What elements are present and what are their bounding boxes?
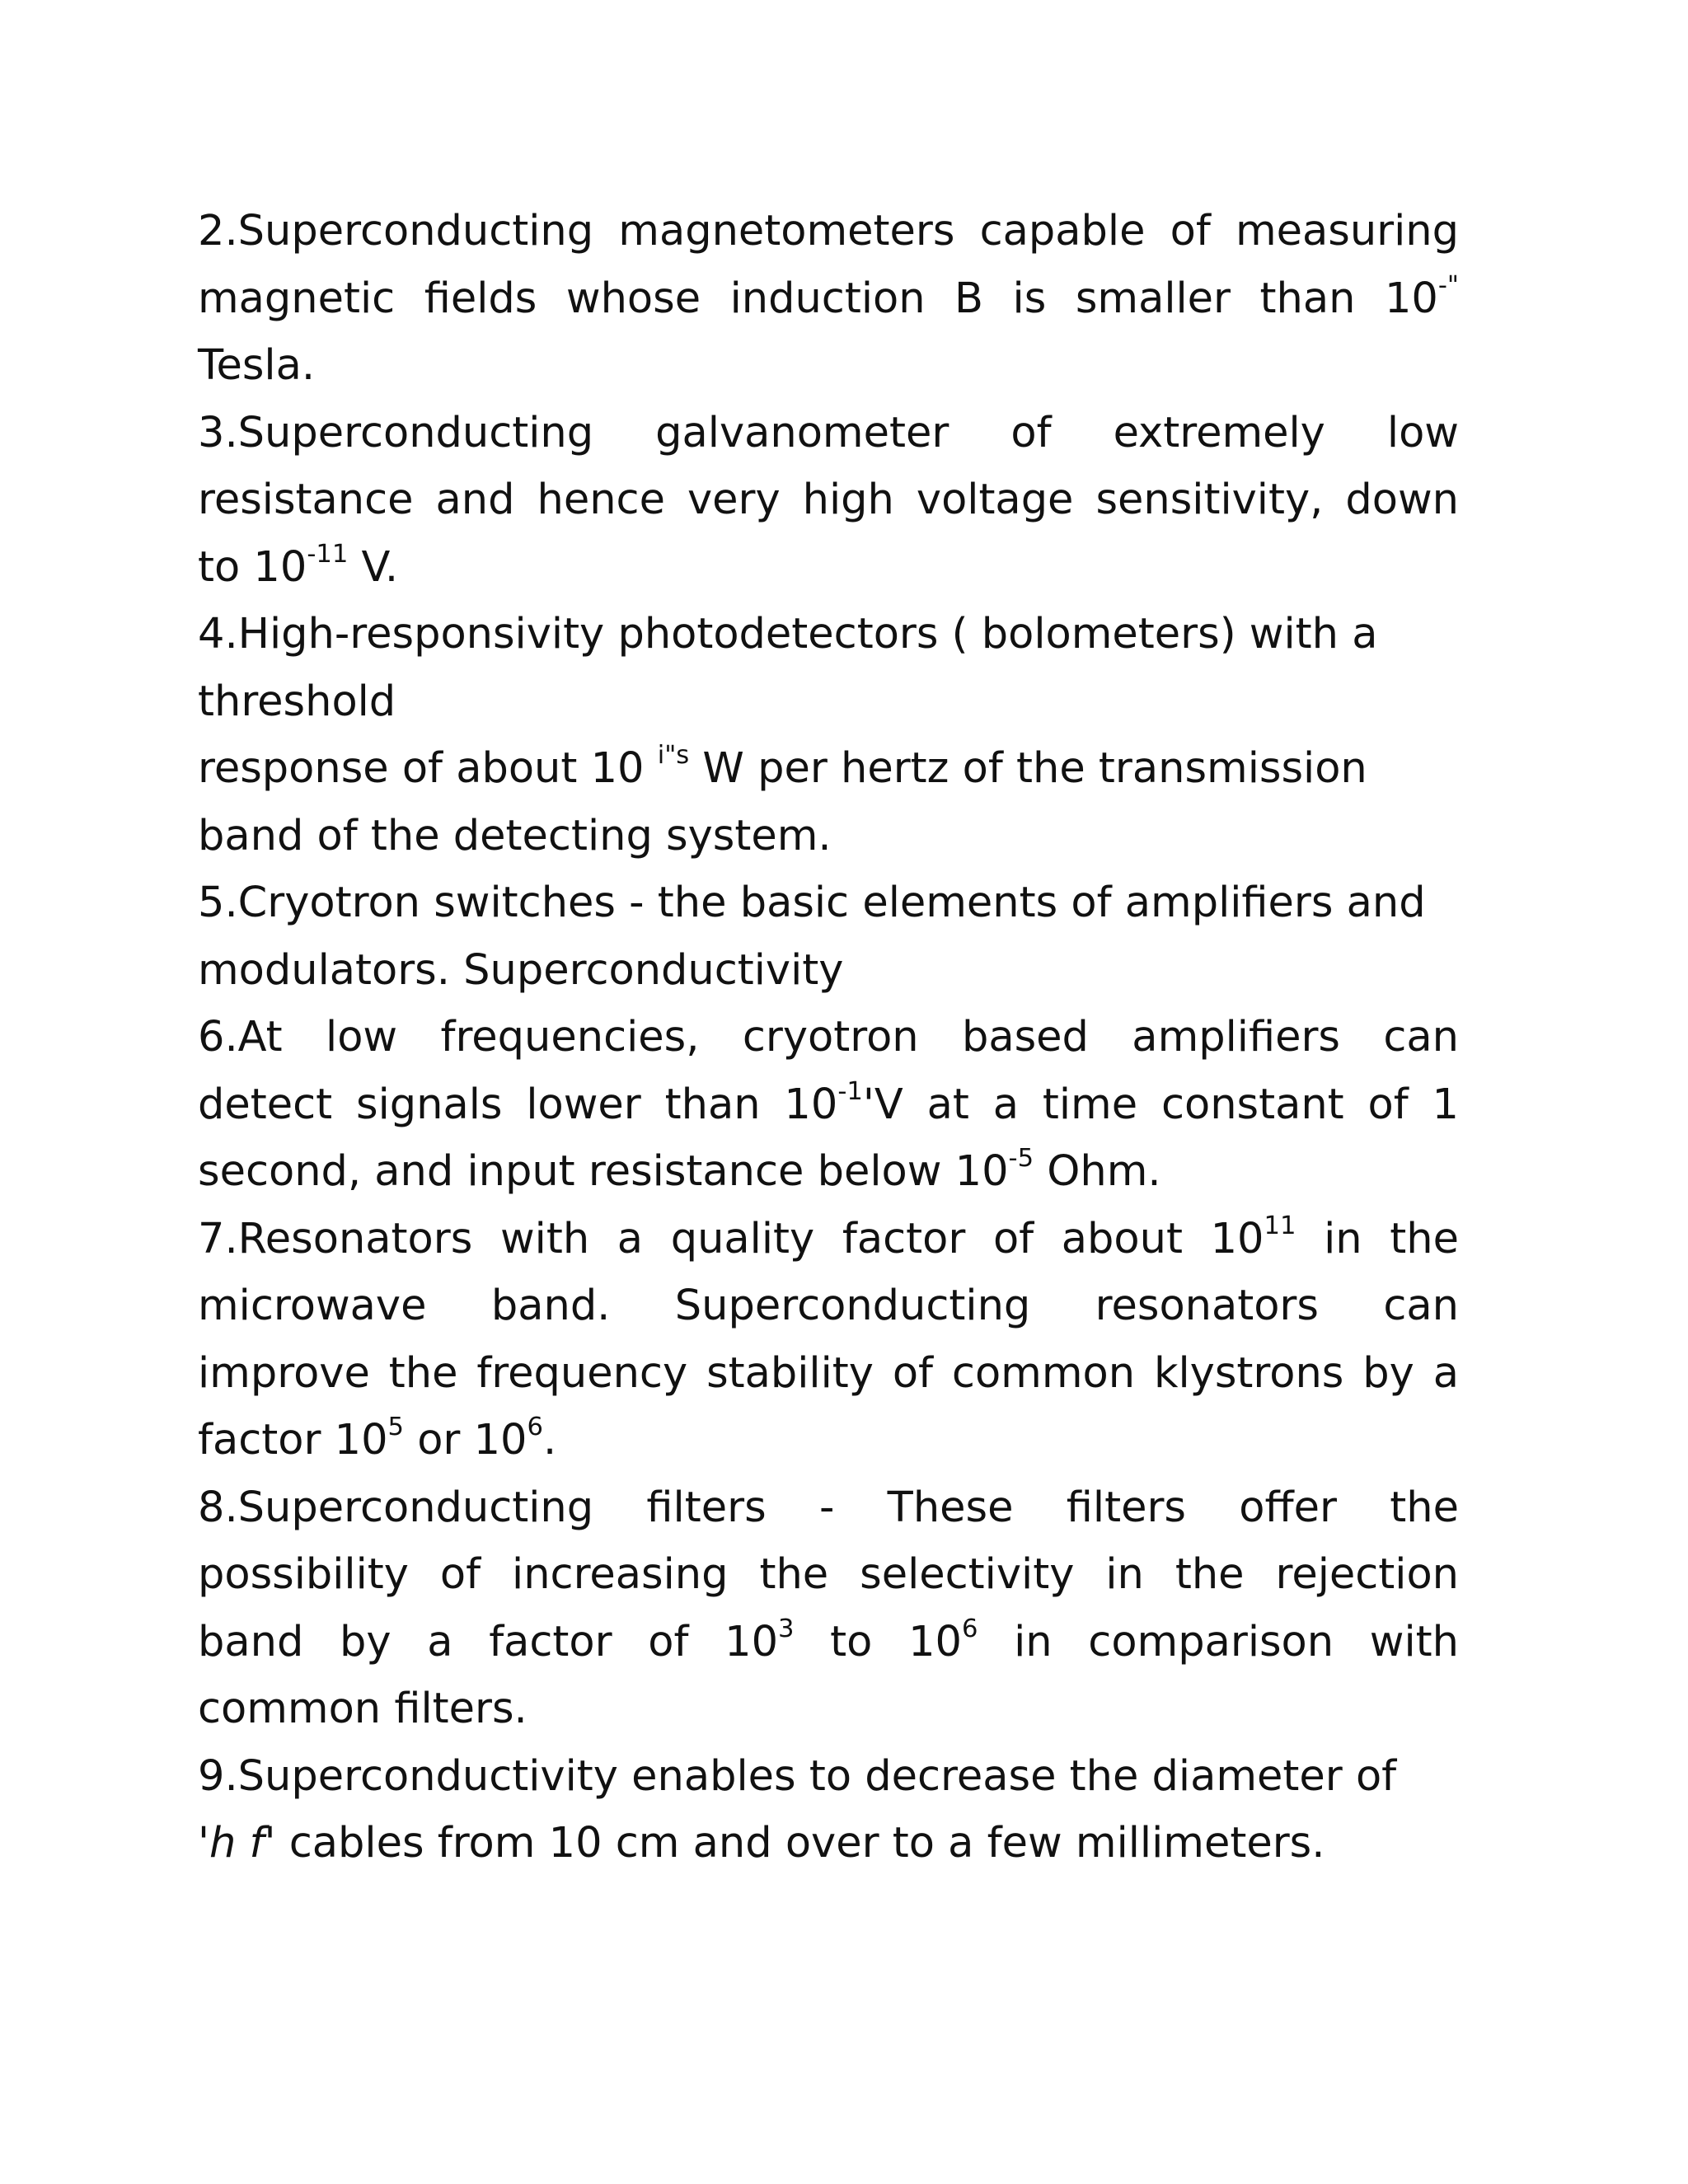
text-line: threshold [198,677,396,726]
superscript: 11 [1264,1211,1296,1240]
text-line: 5.Cryotron switches - the basic elements of amplifiers and [198,879,1426,927]
text-line: 'h f' cables from 10 cm and over to a few millimeters. [198,1819,1325,1868]
text-line: detect signals lower than $10^{-1}'V$ at a time constant of 1 [198,1076,1460,1129]
text-line: resistance and hence very high voltage sensitivity, down [198,476,1459,524]
list-item-5 [198,869,1459,1004]
text-line: magnetic fields whose induction B is smaller than 10-" [198,270,1459,323]
list-item-8 [198,1474,1459,1743]
list-item-3 [198,400,1459,602]
superscript: 6 [961,1614,978,1643]
text-line: second, and input resistance below $10^{-5}$ Ohm. [198,1144,1161,1196]
superscript: -11 [307,539,349,569]
text-line: 8.Superconducting filters - These filters offer the [198,1483,1459,1532]
text-line: to $10^{-11}$ V. [198,539,399,592]
list-item-7 [198,1206,1459,1474]
text-line: common filters. [198,1685,528,1733]
list-item-2 [198,198,1459,400]
list-item-4 [198,601,1459,869]
text-line: modulators. Superconductivity [198,945,844,995]
list-item-9 [198,1743,1459,1877]
text-line: 7.Resonators with a quality factor of about $10^{11}$ in the [198,1211,1459,1263]
superscript: -" [1437,270,1459,300]
text-line: improve the frequency stability of common klystrons by a [198,1348,1459,1398]
superscript: -5 [1008,1144,1034,1174]
text-line: microwave band. Superconducting resonators can [198,1282,1459,1330]
italic-text: 'h f' [198,1819,276,1868]
text-line: 3.Superconducting galvanometer of extremely low [198,408,1459,457]
text-line: response of about 10 $^{i"s}$ W per hertz of the transmission [198,741,1367,793]
text-line: band of the detecting system. [198,811,832,860]
superscript: 6 [527,1413,543,1442]
text-line: 4.High-responsivity photodetectors ( bolometers) with a [198,610,1378,658]
text-line: 6.At low frequencies, cryotron based amplifiers can [198,1013,1459,1062]
superscript: -1 [837,1076,863,1106]
document-body [198,198,1459,1877]
text-line: 2.Superconducting magnetometers capable of measuring [198,207,1459,255]
text-line: possibility of increasing the selectivity in the rejection [198,1550,1459,1599]
superscript: 5 [387,1413,404,1442]
superscript: i"s [657,741,690,771]
text-line: Tesla. [198,341,316,390]
superscript: 3 [778,1614,795,1643]
list-item-6 [198,1004,1459,1206]
text-line: factor $10^5$ or $10^6$. [198,1413,557,1465]
text-line: 9.Superconductivity enables to decrease the diameter of [198,1751,1397,1801]
text-line: band by a factor of $10^3$ to $10^6$ in comparison with [198,1614,1459,1666]
